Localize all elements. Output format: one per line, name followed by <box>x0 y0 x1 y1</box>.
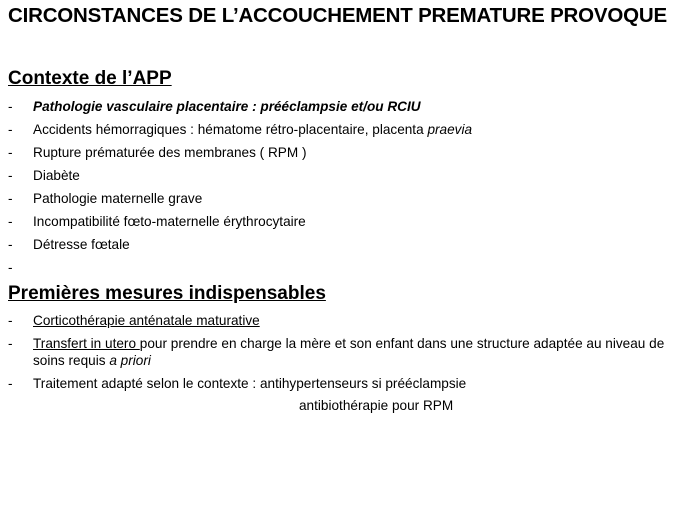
bullet-dash: - <box>8 376 13 391</box>
list-item-text: Accidents hémorragiques : hématome rétro-placentaire, placenta <box>33 122 428 137</box>
bullet-dash: - <box>8 214 13 229</box>
bullet-dash: - <box>8 145 13 160</box>
bullet-dash: - <box>8 168 13 183</box>
list-item <box>8 332 680 372</box>
bullet-dash: - <box>8 99 13 114</box>
list-item <box>8 233 472 256</box>
list-item-italic: a priori <box>109 353 151 368</box>
bullet-dash: - <box>8 313 13 328</box>
list-item-text: Détresse fœtale <box>33 237 130 252</box>
list-item-text: Rupture prématurée des membranes ( RPM ) <box>33 145 307 160</box>
list-item <box>8 309 680 332</box>
section-heading-context: Contexte de l’APP <box>8 68 172 89</box>
list-item-continuation: antibiothérapie pour RPM <box>299 398 454 413</box>
list-item-text: Pathologie maternelle grave <box>33 191 203 206</box>
list-item-text: Traitement adapté selon le contexte : antihypertenseurs si prééclampsie <box>33 376 467 391</box>
bullet-dash: - <box>8 191 13 206</box>
list-item-text: pour prendre en charge la mère et son enfant dans une structure adaptée au niveau de soins requis <box>33 336 665 368</box>
list-item-underlined: Transfert in utero <box>33 336 140 351</box>
list-item <box>8 210 472 233</box>
list-item <box>8 372 680 395</box>
bullet-dash: - <box>8 237 13 252</box>
list-item <box>8 164 472 187</box>
list-item <box>8 118 472 141</box>
bullet-dash: - <box>8 260 13 275</box>
list-item-underlined: Corticothérapie anténatale maturative <box>33 313 260 328</box>
bullet-dash: - <box>8 122 13 137</box>
list-item-text: Pathologie vasculaire placentaire : prééclampsie et/ou RCIU <box>33 99 421 114</box>
list-item-text: Diabète <box>33 168 80 183</box>
list-item <box>8 141 472 164</box>
section-heading-measures: Premières mesures indispensables <box>8 283 326 304</box>
list-item <box>8 187 472 210</box>
context-list <box>8 95 473 275</box>
measures-list <box>8 309 680 395</box>
list-item-text: Incompatibilité fœto-maternelle érythrocytaire <box>33 214 306 229</box>
slide-title: CIRCONSTANCES DE L’ACCOUCHEMENT PREMATURE PROVOQUE <box>8 4 667 27</box>
list-item-italic: praevia <box>427 122 473 137</box>
list-item <box>8 95 472 118</box>
bullet-dash: - <box>8 336 13 351</box>
